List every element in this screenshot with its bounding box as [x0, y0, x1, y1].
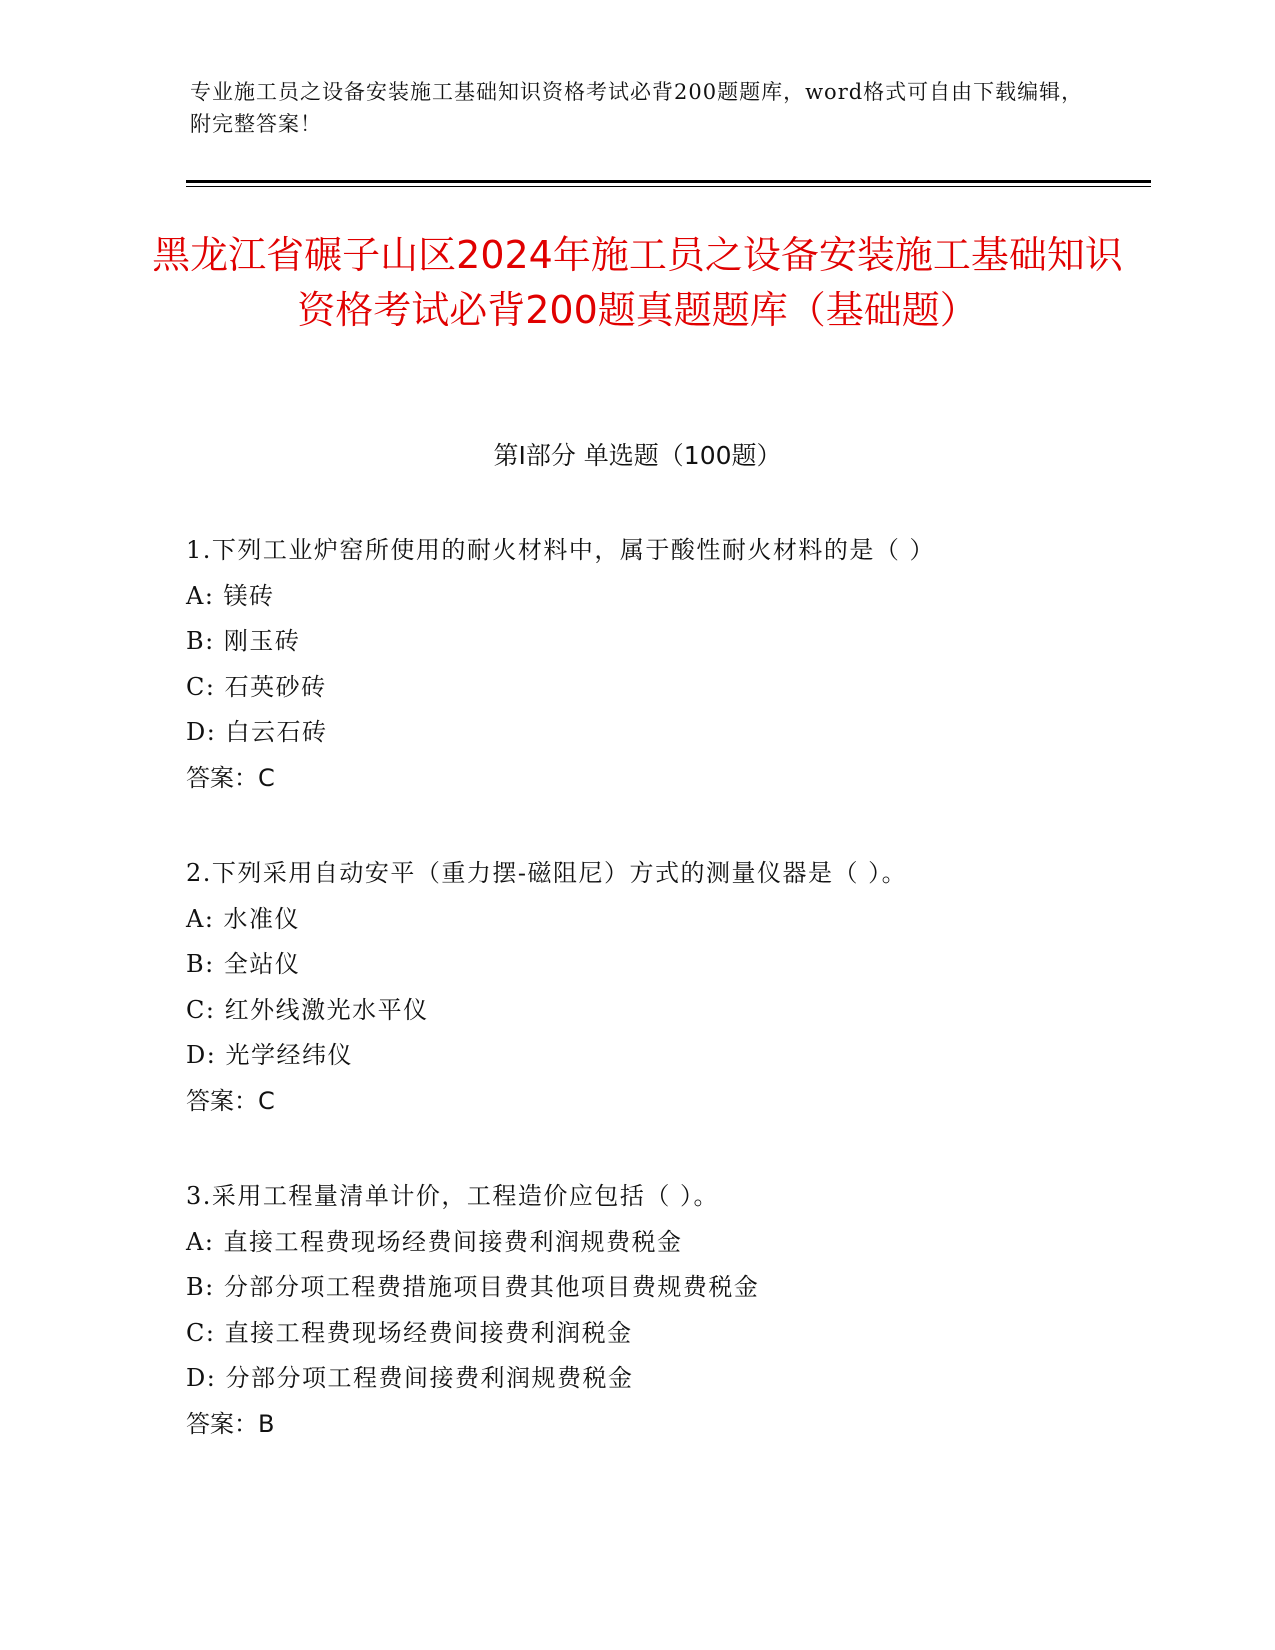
- question-stem: 1.下列工业炉窑所使用的耐火材料中，属于酸性耐火材料的是（ ）: [186, 536, 936, 564]
- option-b: B: 全站仪: [186, 950, 301, 978]
- question-list: [186, 528, 1146, 1497]
- question-stem: 2.下列采用自动安平（重力摆-磁阻尼）方式的测量仪器是（ ）。: [186, 859, 908, 887]
- option-a: A: 镁砖: [186, 581, 275, 610]
- option-a: A: 水准仪: [186, 904, 301, 933]
- answer: 答案：C: [186, 1086, 275, 1115]
- header-note: 专业施工员之设备安装施工基础知识资格考试必背200题题库，word格式可自由下载编辑，附完整答案！: [190, 80, 1084, 136]
- option-d: D: 分部分项工程费间接费利润规费税金: [186, 1364, 634, 1392]
- header-rule-thin: [186, 186, 1151, 187]
- option-c: C: 红外线激光水平仪: [186, 995, 429, 1024]
- answer: 答案：B: [186, 1409, 275, 1438]
- answer: 答案：C: [186, 763, 275, 792]
- section-title: 第Ⅰ部分 单选题（100题）: [493, 441, 782, 470]
- option-d: D: 光学经纬仪: [186, 1041, 353, 1069]
- question-3: [186, 1174, 1146, 1447]
- option-c: C: 石英砂砖: [186, 672, 327, 701]
- question-1: [186, 528, 1146, 801]
- option-b: B: 分部分项工程费措施项目费其他项目费规费税金: [186, 1273, 760, 1301]
- question-stem: 3.采用工程量清单计价，工程造价应包括（ ）。: [186, 1182, 720, 1210]
- option-b: B: 刚玉砖: [186, 627, 301, 655]
- option-c: C: 直接工程费现场经费间接费利润税金: [186, 1318, 633, 1347]
- document-title: 黑龙江省碾子山区2024年施工员之设备安装施工基础知识资格考试必背200题真题题库（基础题）: [152, 233, 1123, 332]
- option-d: D: 白云石砖: [186, 718, 328, 746]
- header-rule-thick: [186, 180, 1151, 183]
- option-a: A: 直接工程费现场经费间接费利润规费税金: [186, 1227, 683, 1256]
- question-2: [186, 851, 1146, 1124]
